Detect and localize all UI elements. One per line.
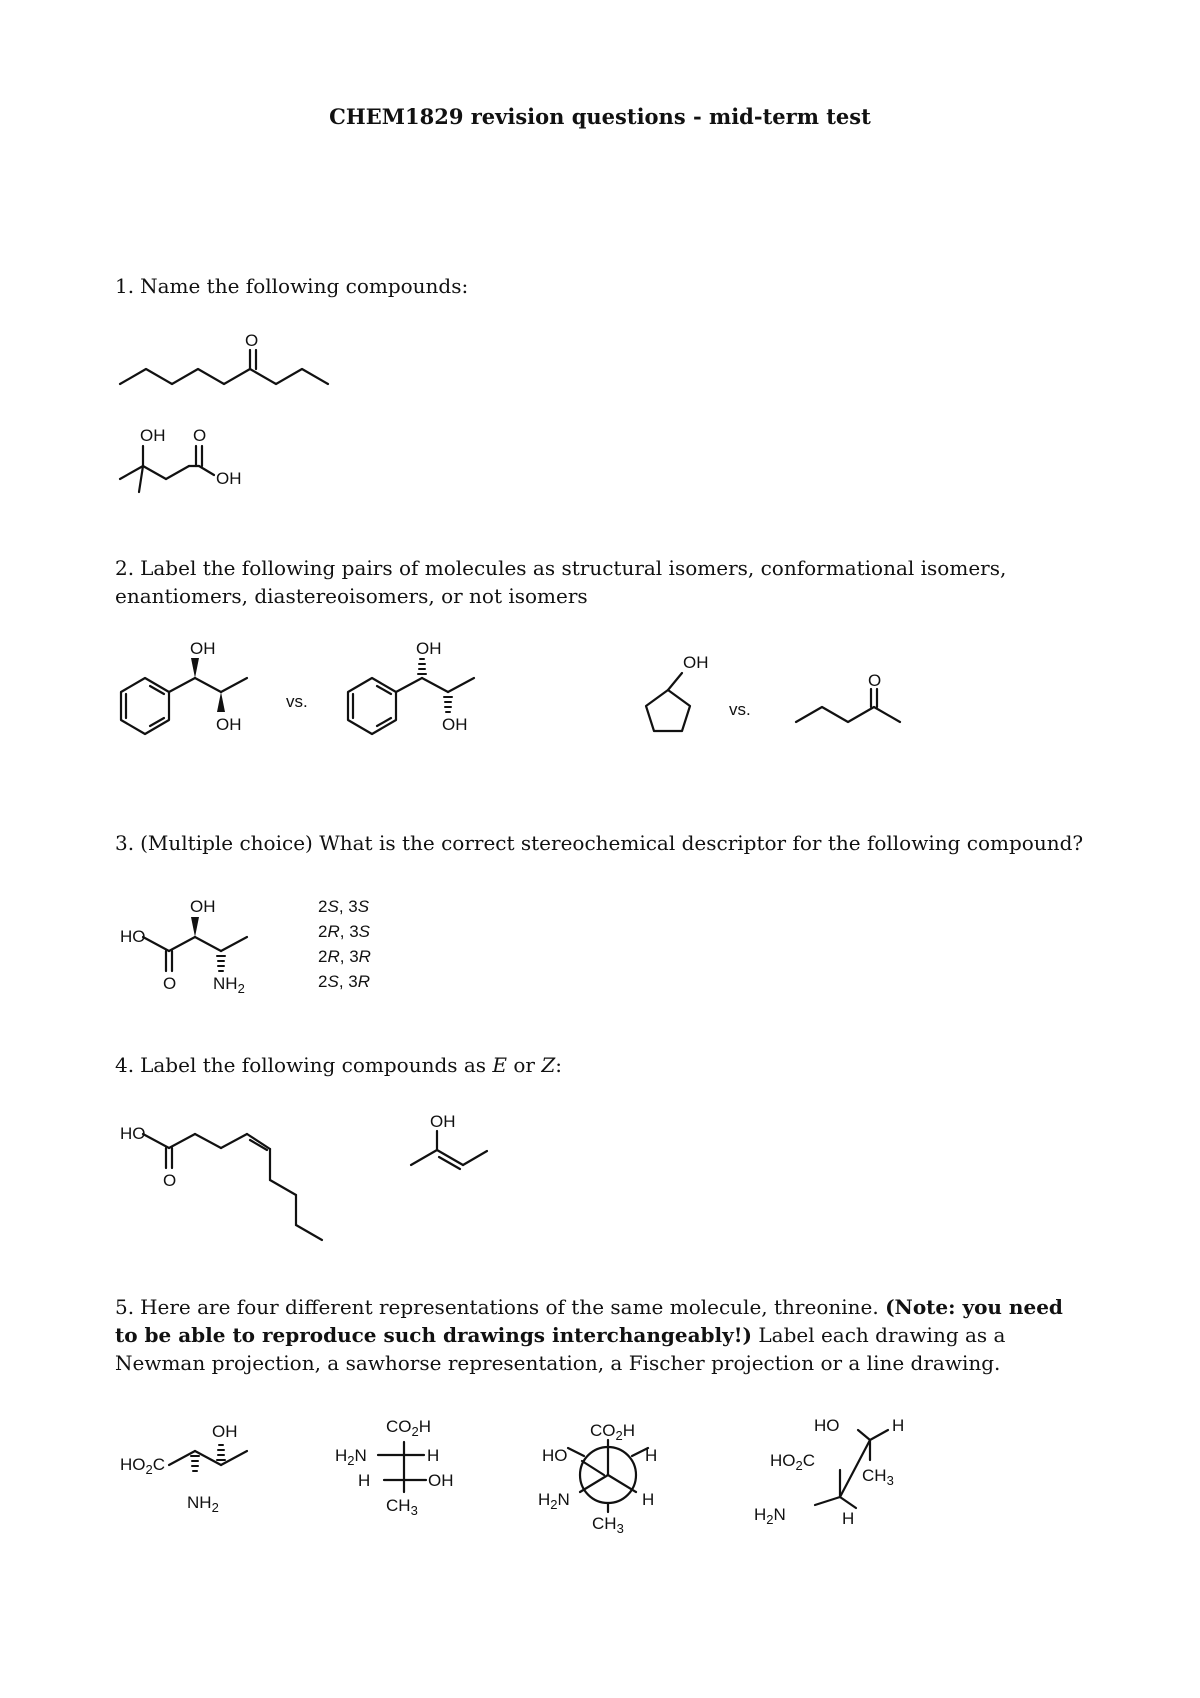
atom-label-ho: HO <box>120 1124 146 1143</box>
question-number: 5. <box>115 1295 135 1319</box>
atom-label-o: O <box>163 1171 177 1190</box>
atom-label-ch3: $CH_3$ <box>386 1496 418 1518</box>
question-text: (Multiple choice) What is the correct stereochemical descriptor for the following compound? <box>140 831 1084 855</box>
choice-b[interactable]: 2R, 3S <box>318 922 370 941</box>
atom-label-o: O <box>868 671 882 690</box>
atom-label-h2n: $H_2N$ <box>538 1490 570 1512</box>
choice-a[interactable]: 2S, 3S <box>318 897 370 916</box>
question-number: 1. <box>115 274 135 298</box>
atom-label-h: H <box>892 1416 905 1435</box>
atom-label-h: H <box>358 1471 371 1490</box>
atom-label-ho2c: $HO_2C$ <box>120 1455 166 1477</box>
choice-d[interactable]: 2S, 3R <box>318 972 370 991</box>
atom-label-ch3: $CH_3$ <box>862 1466 894 1488</box>
atom-label-oh: OH <box>428 1471 454 1490</box>
atom-label-h2n: $H_2N$ <box>754 1505 786 1527</box>
atom-label-ho: HO <box>120 927 146 946</box>
atom-label-nh2: $NH_2$ <box>187 1493 219 1515</box>
atom-label-h: H <box>642 1490 655 1509</box>
atom-label-co2h: $CO_2H$ <box>590 1421 636 1443</box>
atom-label-h: H <box>842 1509 855 1528</box>
vs-label: vs. <box>286 692 308 711</box>
atom-label-ch3: $CH_3$ <box>592 1514 624 1536</box>
vs-label: vs. <box>729 700 751 719</box>
question-number: 2. <box>115 556 135 580</box>
atom-label-ho: HO <box>542 1446 568 1465</box>
atom-label-oh: OH <box>416 639 442 658</box>
question-number: 4. <box>115 1053 135 1077</box>
atom-label-oh: OH <box>683 653 709 672</box>
atom-label-oh: OH <box>190 897 216 916</box>
atom-label-oh: OH <box>216 469 242 488</box>
atom-label-h: H <box>645 1446 658 1465</box>
document-title: CHEM1829 revision questions - mid-term test <box>329 104 871 129</box>
atom-label-ho: HO <box>814 1416 840 1435</box>
atom-label-co2h: $CO_2H$ <box>386 1417 432 1439</box>
question-number: 3. <box>115 831 135 855</box>
atom-label-nh2: $NH_2$ <box>213 974 245 996</box>
atom-label-o: O <box>163 974 177 993</box>
atom-label-oh: OH <box>430 1112 456 1131</box>
question-5: 5. Here are four different representations of the same molecule, threonine. (Note: you need to be able to reproduce such drawings interchangeably!) Label each drawing as a Newman projection, a sawhorse representation, a Fischer projection or a line drawing. <box>115 1295 1063 1375</box>
atom-label-o: O <box>245 331 259 350</box>
atom-label-oh: OH <box>212 1422 238 1441</box>
question-text: Label the following pairs of molecules as structural isomers, conformational isomers, enantiomers, diastereoisomers, or not isomers <box>115 556 1007 608</box>
question-text: Name the following compounds: <box>140 274 469 298</box>
atom-label-ho2c: $HO_2C$ <box>770 1451 816 1473</box>
atom-label-oh: OH <box>216 715 242 734</box>
atom-label-o: O <box>193 426 207 445</box>
atom-label-oh: OH <box>190 639 216 658</box>
atom-label-oh: OH <box>140 426 166 445</box>
atom-label-h2n: $H_2N$ <box>335 1446 367 1468</box>
atom-label-h: H <box>427 1446 440 1465</box>
atom-label-oh: OH <box>442 715 468 734</box>
question-4: 4. Label the following compounds as E or Z: <box>115 1053 563 1077</box>
choice-c[interactable]: 2R, 3R <box>318 947 371 966</box>
